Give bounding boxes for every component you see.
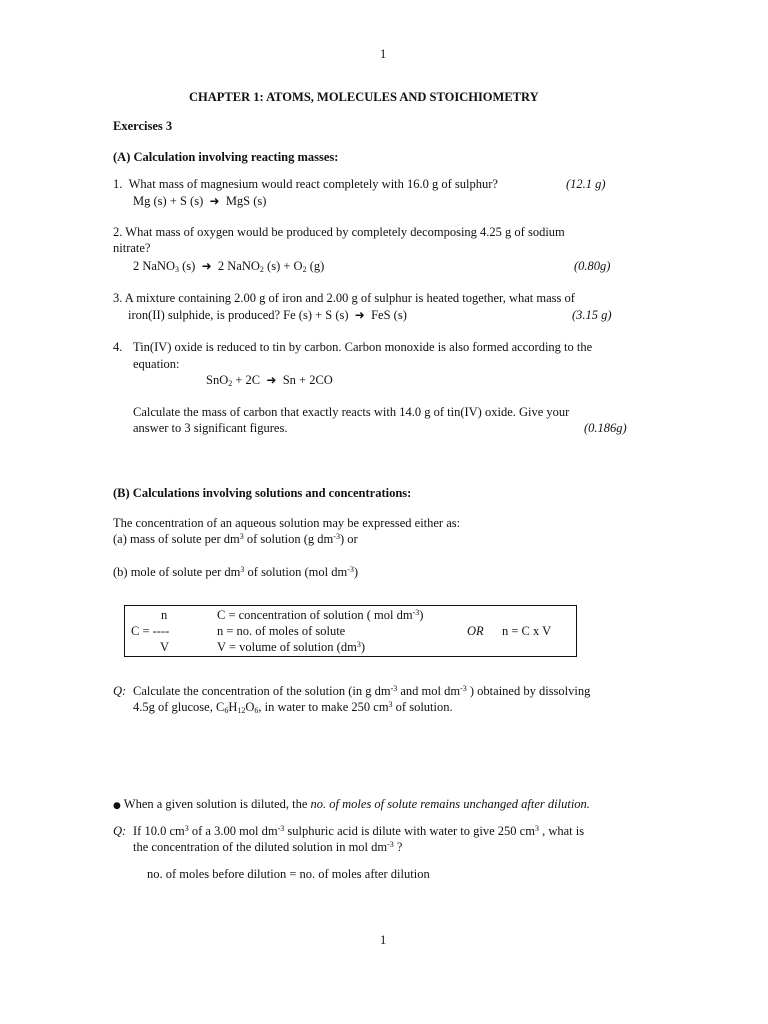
question-4-equation: SnO$_2$ + 2C ➜ Sn + 2CO: [206, 373, 333, 388]
question-4-calc-line-1: Calculate the mass of carbon that exactly reacts with 14.0 g of tin(IV) oxide. Give your: [133, 405, 570, 419]
arrow-right-icon: ➜: [354, 308, 365, 322]
arrow-right-icon: ➜: [209, 194, 220, 208]
page-number-top: 1: [380, 47, 387, 61]
page-number-bottom: 1: [380, 933, 387, 947]
question-glucose-line-1: Calculate the concentration of the solution (in g $dm^{-3}$ and mol $dm^{-3}$ ) obtained by dissolving: [133, 684, 591, 698]
formula-alternative: n = C x V: [502, 624, 552, 638]
question-2-equation: 2 NaNO$_3$ (s) ➜ 2 NaNO$_2$ $(s) + O_2$ (g): [133, 259, 325, 274]
bullet-icon: ●: [113, 801, 121, 811]
question-2-line-2: nitrate?: [113, 241, 151, 255]
formula-lhs: C = ----: [131, 624, 170, 638]
section-b-heading: (B) Calculations involving solutions and concentrations:: [113, 486, 412, 500]
question-3-line-2: iron(II) sulphide, is produced? Fe (s) + S (s) ➜ FeS (s): [128, 308, 407, 322]
question-4-calc-line-2: answer to 3 significant figures.: [133, 421, 288, 435]
question-1: 1. What mass of magnesium would react completely with 16.0 g of sulphur?: [113, 177, 498, 191]
question-glucose-label: Q:: [113, 684, 127, 698]
question-3-answer: (3.15 g): [572, 308, 612, 322]
question-4-number: 4.: [113, 340, 123, 354]
exercises-title: Exercises 3: [113, 119, 173, 133]
arrow-right-icon: ➜: [266, 373, 277, 387]
option-a: (a) mass of solute per $dm^3$ of solution (g $dm^{-3}$) or: [113, 532, 358, 546]
question-4-answer: (0.186g): [584, 421, 627, 435]
formula-denominator: V: [160, 640, 170, 654]
question-1-equation: Mg (s) + S (s) ➜ MgS (s): [133, 194, 267, 208]
question-2-answer: (0.80g): [574, 259, 611, 273]
question-dilute-line-2: the concentration of the diluted solution in mol $dm^{-3}$ ?: [133, 840, 403, 854]
dilution-equation: no. of moles before dilution = no. of moles after dilution: [147, 867, 430, 881]
n-definition: n = no. of moles of solute: [217, 624, 346, 638]
section-a-heading: (A) Calculation involving reacting masses:: [113, 150, 339, 164]
chapter-title: CHAPTER 1: ATOMS, MOLECULES AND STOICHIOMETRY: [189, 90, 539, 104]
question-dilute-line-1: If 10.0 $cm^3$ of a 3.00 mol $dm^{-3}$ sulphuric acid is dilute with water to give 250 $cm^3$ , what is: [133, 824, 585, 838]
question-glucose-line-2: 4.5g of glucose, $C_6H_{12}O_6$, in water to make 250 $cm^3$ of solution.: [133, 700, 453, 715]
formula-numerator: n: [161, 608, 168, 622]
question-4-line-2: equation:: [133, 357, 180, 371]
question-dilute-label: Q:: [113, 824, 127, 838]
question-2-line-1: 2. What mass of oxygen would be produced by completely decomposing 4.25 g of sodium: [113, 225, 565, 239]
arrow-right-icon: ➜: [201, 259, 212, 273]
c-definition: C = concentration of solution ( mol $dm^{-3}$): [217, 608, 424, 622]
question-1-answer: (12.1 g): [566, 177, 606, 191]
v-definition: V = volume of solution $(dm^3)$: [217, 640, 365, 654]
dilution-note: ● When a given solution is diluted, the no. of moles of solute remains unchanged after dilution.: [113, 797, 590, 811]
question-3-line-1: 3. A mixture containing 2.00 g of iron and 2.00 g of sulphur is heated together, what mass of: [113, 291, 575, 305]
formula-or: OR: [467, 624, 484, 638]
concentration-intro: The concentration of an aqueous solution may be expressed either as:: [113, 516, 461, 530]
option-b: (b) mole of solute per $dm^3$ of solution (mol $dm^{-3}$): [113, 565, 359, 579]
question-4-line-1: Tin(IV) oxide is reduced to tin by carbon. Carbon monoxide is also formed according to the: [133, 340, 593, 354]
